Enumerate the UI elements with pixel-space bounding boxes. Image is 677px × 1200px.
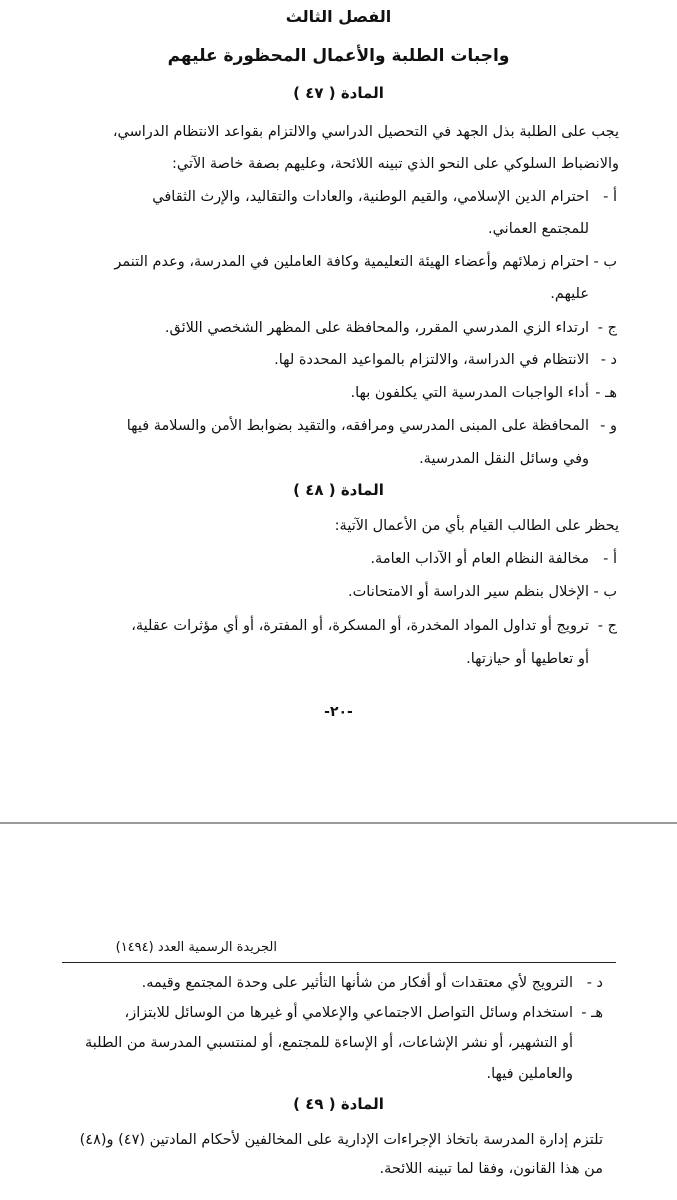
article-49-heading: المادة ( ٤٩ ) — [293, 1095, 384, 1113]
list-marker: ج - — [597, 320, 617, 336]
list-item-text: أداء الواجبات المدرسية التي يكلفون بها. — [350, 385, 589, 401]
list-item-text: احترام زملائهم وأعضاء الهيئة التعليمية وكافة العاملين في المدرسة، وعدم التنمر — [114, 254, 589, 270]
list-marker: ج - — [597, 618, 617, 634]
list-item-text: أو تعاطيها أو حيازتها. — [466, 651, 589, 667]
article-48-heading: المادة ( ٤٨ ) — [293, 481, 384, 499]
chapter-subtitle: واجبات الطلبة والأعمال المحظورة عليهم — [167, 46, 510, 66]
list-marker: د - — [586, 975, 603, 991]
list-marker: ب - — [593, 254, 617, 270]
page-number: -٢٠- — [324, 704, 353, 720]
list-item-text: الترويج لأي معتقدات أو أفكار من شأنها التأثير على وحدة المجتمع وقيمه. — [141, 975, 573, 991]
list-item-text: احترام الدين الإسلامي، والقيم الوطنية، والعادات والتقاليد، والإرث الثقافي — [152, 189, 589, 205]
list-item-text: ارتداء الزي المدرسي المقرر، والمحافظة على المظهر الشخصي اللائق. — [164, 320, 589, 336]
list-item-text: وفي وسائل النقل المدرسية. — [419, 451, 589, 467]
paragraph-line: تلتزم إدارة المدرسة باتخاذ الإجراءات الإدارية على المخالفين لأحكام المادتين (٤٧) و(٤٨) — [79, 1132, 603, 1148]
paragraph-line: والانضباط السلوكي على النحو الذي تبينه اللائحة، وعليهم بصفة خاصة الآتي: — [171, 156, 619, 172]
list-item-text: المحافظة على المبنى المدرسي ومرافقه، والتقيد بضوابط الأمن والسلامة فيها — [126, 418, 589, 434]
article-48-intro: يحظر على الطالب القيام بأي من الأعمال الآتية: — [334, 518, 619, 534]
page-separator — [0, 822, 677, 824]
list-item-text: والعاملين فيها. — [486, 1066, 573, 1082]
list-item-text: للمجتمع العماني. — [487, 221, 589, 237]
paragraph-line: يجب على الطلبة بذل الجهد في التحصيل الدراسي والالتزام بقواعد الانتظام الدراسي، — [112, 124, 619, 140]
list-item-text: استخدام وسائل التواصل الاجتماعي والإعلامي أو غيرها من الوسائل للابتزاز، — [124, 1005, 573, 1021]
list-item-text: مخالفة النظام العام أو الآداب العامة. — [370, 551, 589, 567]
list-marker: أ - — [603, 551, 617, 567]
article-47-heading: المادة ( ٤٧ ) — [293, 84, 384, 102]
list-marker: أ - — [603, 189, 617, 205]
list-marker: ب - — [593, 584, 617, 600]
list-marker: د - — [600, 352, 617, 368]
list-item-text: الإخلال بنظم سير الدراسة أو الامتحانات. — [348, 584, 589, 600]
list-item-text: الانتظام في الدراسة، والالتزام بالمواعيد المحددة لها. — [274, 352, 589, 368]
list-item-text: ترويج أو تداول المواد المخدرة، أو المسكرة، أو المفترة، أو أي مؤثرات عقلية، — [131, 618, 589, 634]
list-marker: هـ - — [595, 385, 617, 401]
list-item-text: عليهم. — [550, 286, 589, 302]
list-marker: هـ - — [581, 1005, 603, 1021]
paragraph-line: من هذا القانون، وفقا لما تبينه اللائحة. — [379, 1161, 603, 1177]
header-rule — [62, 962, 616, 963]
gazette-header: الجريدة الرسمية العدد (١٤٩٤) — [115, 940, 277, 955]
chapter-title: الفصل الثالث — [285, 7, 392, 26]
list-marker: و - — [600, 418, 617, 434]
list-item-text: أو التشهير، أو نشر الإشاعات، أو الإساءة للمجتمع، أو لمنتسبي المدرسة من الطلبة — [85, 1035, 573, 1051]
document-page-2 — [0, 825, 677, 1200]
